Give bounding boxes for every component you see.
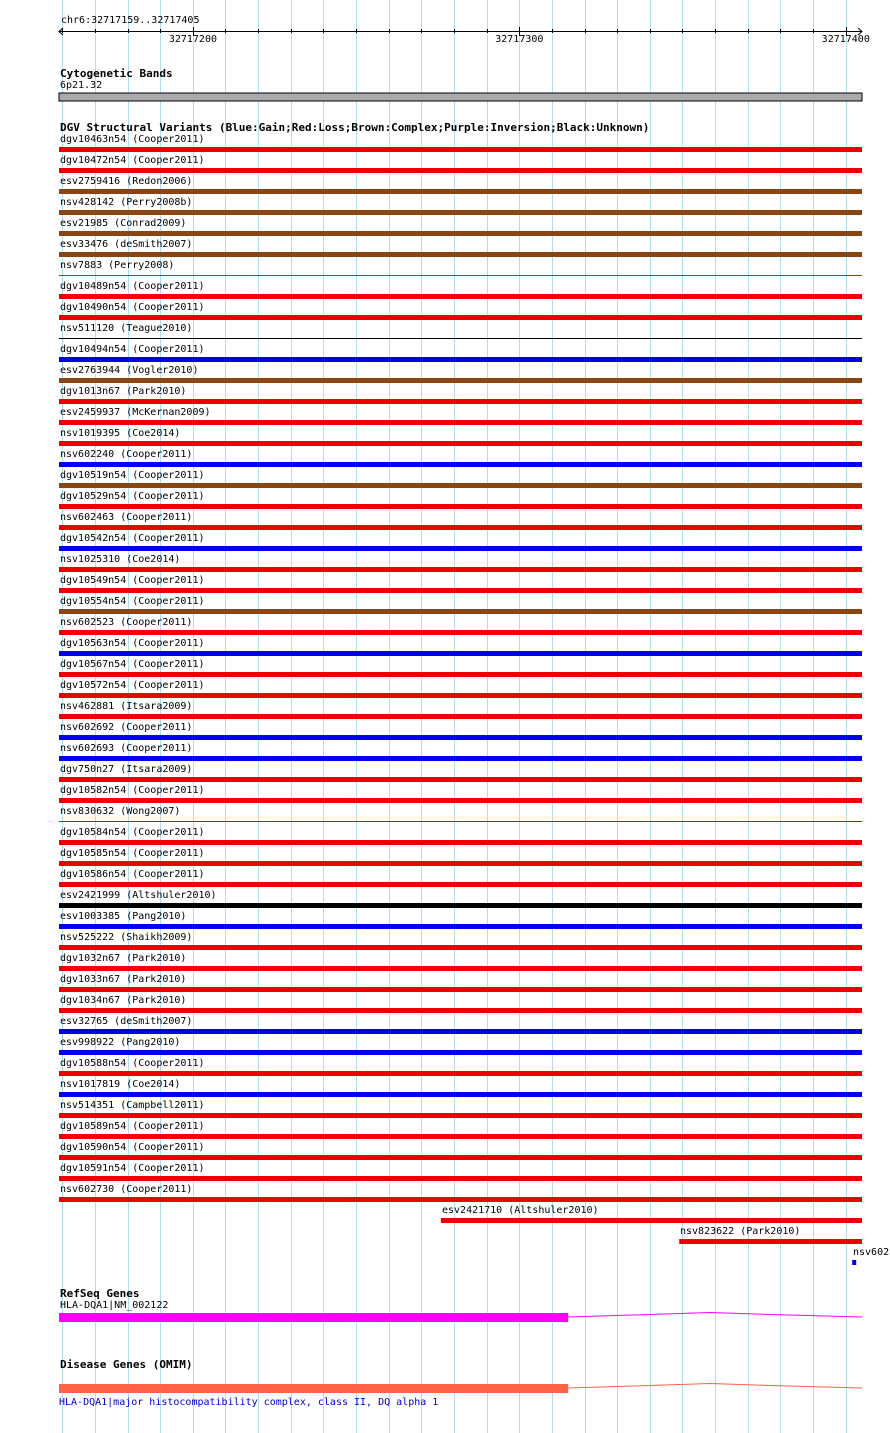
dgv-feature-bar[interactable] (59, 189, 862, 194)
dgv-feature-bar[interactable] (59, 714, 862, 719)
dgv-feature-bar[interactable] (59, 945, 862, 950)
ruler-tick-label: 32717400 (821, 34, 870, 45)
dgv-feature-bar[interactable] (59, 338, 862, 339)
dgv-feature-label[interactable]: esv21985 (Conrad2009) (60, 218, 187, 229)
dgv-feature-label[interactable]: dgv10494n54 (Cooper2011) (60, 344, 205, 355)
dgv-feature-label[interactable]: dgv10529n54 (Cooper2011) (60, 491, 205, 502)
dgv-feature-label[interactable]: dgv10567n54 (Cooper2011) (60, 659, 205, 670)
dgv-feature-label[interactable]: esv32765 (deSmith2007) (60, 1016, 193, 1027)
dgv-feature-label[interactable]: nsv1025310 (Coe2014) (60, 554, 181, 565)
dgv-feature-bar[interactable] (679, 1239, 862, 1244)
dgv-feature-bar[interactable] (59, 821, 862, 822)
dgv-feature-label[interactable]: nsv602523 (Cooper2011) (60, 617, 193, 628)
dgv-feature-bar[interactable] (59, 294, 862, 299)
dgv-feature-label[interactable]: dgv10472n54 (Cooper2011) (60, 155, 205, 166)
dgv-feature-label[interactable]: dgv10585n54 (Cooper2011) (60, 848, 205, 859)
dgv-feature-bar[interactable] (59, 231, 862, 236)
dgv-feature-bar[interactable] (59, 672, 862, 677)
dgv-feature-bar[interactable] (59, 357, 862, 362)
dgv-feature-bar[interactable] (59, 210, 862, 215)
dgv-feature-label[interactable]: dgv10542n54 (Cooper2011) (60, 533, 205, 544)
dgv-feature-label[interactable]: dgv10584n54 (Cooper2011) (60, 827, 205, 838)
dgv-feature-bar[interactable] (59, 693, 862, 698)
dgv-feature-bar[interactable] (59, 275, 862, 276)
cytoband-track-title: Cytogenetic Bands (60, 67, 173, 80)
dgv-feature-bar[interactable] (59, 462, 862, 467)
dgv-feature-bar[interactable] (59, 252, 862, 257)
dgv-feature-label[interactable]: nsv602 (853, 1247, 890, 1258)
dgv-feature-bar[interactable] (59, 483, 862, 488)
dgv-feature-label[interactable]: esv1003385 (Pang2010) (60, 911, 187, 922)
dgv-feature-bar[interactable] (59, 1008, 862, 1013)
dgv-feature-label[interactable]: nsv428142 (Perry2008b) (60, 197, 193, 208)
ruler-region-label: chr6:32717159..32717405 (61, 15, 200, 26)
dgv-feature-bar[interactable] (59, 588, 862, 593)
dgv-feature-label[interactable]: esv2763944 (Vogler2010) (60, 365, 199, 376)
dgv-feature-bar[interactable] (59, 441, 862, 446)
dgv-feature-label[interactable]: dgv10554n54 (Cooper2011) (60, 596, 205, 607)
cytoband-bar[interactable] (59, 93, 862, 101)
dgv-feature-bar[interactable] (59, 420, 862, 425)
dgv-feature-label[interactable]: dgv750n27 (Itsara2009) (60, 764, 193, 775)
dgv-feature-label[interactable]: dgv10582n54 (Cooper2011) (60, 785, 205, 796)
dgv-feature-bar[interactable] (852, 1260, 856, 1265)
dgv-feature-label[interactable]: dgv10463n54 (Cooper2011) (60, 134, 205, 145)
dgv-feature-label[interactable]: dgv10586n54 (Cooper2011) (60, 869, 205, 880)
dgv-feature-label[interactable]: dgv10588n54 (Cooper2011) (60, 1058, 205, 1069)
dgv-feature-label[interactable]: nsv514351 (Campbell2011) (60, 1100, 205, 1111)
dgv-feature-label[interactable]: dgv1013n67 (Park2010) (60, 386, 187, 397)
dgv-feature-bar[interactable] (59, 966, 862, 971)
dgv-feature-bar[interactable] (59, 735, 862, 740)
dgv-feature-bar[interactable] (59, 567, 862, 572)
dgv-feature-bar[interactable] (59, 399, 862, 404)
dgv-feature-label[interactable]: nsv7883 (Perry2008) (60, 260, 175, 271)
dgv-feature-bar[interactable] (59, 1071, 862, 1076)
omim-track-title: Disease Genes (OMIM) (60, 1358, 193, 1371)
dgv-feature-bar[interactable] (59, 987, 862, 992)
ruler-tick-label: 32717300 (495, 34, 544, 45)
dgv-feature-bar[interactable] (59, 1134, 862, 1139)
dgv-feature-label[interactable]: dgv1033n67 (Park2010) (60, 974, 187, 985)
omim-gene-description[interactable]: HLA-DQA1|major histocompatibility complex, class II, DQ alpha 1 (59, 1397, 439, 1408)
dgv-feature-bar[interactable] (59, 861, 862, 866)
dgv-feature-label[interactable]: dgv10591n54 (Cooper2011) (60, 1163, 205, 1174)
dgv-feature-label[interactable]: esv2421710 (Altshuler2010) (442, 1205, 599, 1216)
dgv-feature-bar[interactable] (59, 924, 862, 929)
dgv-feature-bar[interactable] (59, 777, 862, 782)
dgv-feature-label[interactable]: nsv602692 (Cooper2011) (60, 722, 193, 733)
dgv-feature-bar[interactable] (59, 1176, 862, 1181)
dgv-feature-label[interactable]: nsv525222 (Shaikh2009) (60, 932, 193, 943)
dgv-feature-bar[interactable] (59, 1029, 862, 1034)
dgv-feature-bar[interactable] (59, 903, 862, 908)
refseq-gene-label[interactable]: HLA-DQA1|NM_002122 (60, 1300, 169, 1311)
dgv-feature-bar[interactable] (59, 147, 862, 152)
dgv-feature-bar[interactable] (59, 1197, 862, 1202)
dgv-feature-bar[interactable] (59, 840, 862, 845)
dgv-feature-label[interactable]: nsv830632 (Wong2007) (60, 806, 181, 817)
dgv-track-title: DGV Structural Variants (Blue:Gain;Red:Loss;Brown:Complex;Purple:Inversion;Black:Unknown) (60, 121, 650, 134)
dgv-feature-label[interactable]: nsv511120 (Teague2010) (60, 323, 193, 334)
omim-gene-exon[interactable] (59, 1384, 568, 1393)
dgv-feature-label[interactable]: nsv823622 (Park2010) (680, 1226, 801, 1237)
dgv-feature-bar[interactable] (59, 630, 862, 635)
dgv-feature-bar[interactable] (441, 1218, 862, 1223)
dgv-feature-bar[interactable] (59, 1050, 862, 1055)
refseq-track-title: RefSeq Genes (60, 1287, 140, 1300)
dgv-feature-label[interactable]: dgv10549n54 (Cooper2011) (60, 575, 205, 586)
dgv-feature-bar[interactable] (59, 546, 862, 551)
dgv-feature-bar[interactable] (59, 609, 862, 614)
dgv-feature-label[interactable]: nsv1017819 (Coe2014) (60, 1079, 181, 1090)
dgv-feature-bar[interactable] (59, 651, 862, 656)
dgv-feature-label[interactable]: esv2421999 (Altshuler2010) (60, 890, 217, 901)
dgv-feature-label[interactable]: dgv10563n54 (Cooper2011) (60, 638, 205, 649)
dgv-feature-label[interactable]: dgv1034n67 (Park2010) (60, 995, 187, 1006)
dgv-feature-bar[interactable] (59, 798, 862, 803)
dgv-feature-bar[interactable] (59, 378, 862, 383)
dgv-feature-bar[interactable] (59, 1155, 862, 1160)
dgv-feature-bar[interactable] (59, 168, 862, 173)
dgv-feature-bar[interactable] (59, 882, 862, 887)
dgv-feature-label[interactable]: esv2459937 (McKernan2009) (60, 407, 211, 418)
dgv-feature-bar[interactable] (59, 1113, 862, 1118)
dgv-feature-label[interactable]: nsv1019395 (Coe2014) (60, 428, 181, 439)
dgv-feature-label[interactable]: esv2759416 (Redon2006) (60, 176, 193, 187)
dgv-feature-bar[interactable] (59, 1092, 862, 1097)
dgv-feature-label[interactable]: nsv462881 (Itsara2009) (60, 701, 193, 712)
ruler-tick-label: 32717200 (168, 34, 217, 45)
dgv-feature-label[interactable]: esv33476 (deSmith2007) (60, 239, 193, 250)
dgv-feature-label[interactable]: nsv602693 (Cooper2011) (60, 743, 193, 754)
refseq-gene-exon[interactable] (59, 1313, 568, 1322)
dgv-feature-label[interactable]: dgv10519n54 (Cooper2011) (60, 470, 205, 481)
dgv-feature-label[interactable]: nsv602730 (Cooper2011) (60, 1184, 193, 1195)
dgv-feature-label[interactable]: nsv602240 (Cooper2011) (60, 449, 193, 460)
dgv-feature-label[interactable]: dgv10572n54 (Cooper2011) (60, 680, 205, 691)
dgv-feature-label[interactable]: dgv10589n54 (Cooper2011) (60, 1121, 205, 1132)
dgv-feature-label[interactable]: dgv10590n54 (Cooper2011) (60, 1142, 205, 1153)
dgv-feature-bar[interactable] (59, 504, 862, 509)
dgv-feature-label[interactable]: dgv10489n54 (Cooper2011) (60, 281, 205, 292)
dgv-feature-bar[interactable] (59, 315, 862, 320)
cytoband-label[interactable]: 6p21.32 (60, 80, 103, 91)
dgv-feature-bar[interactable] (59, 525, 862, 530)
dgv-feature-label[interactable]: esv998922 (Pang2010) (60, 1037, 181, 1048)
dgv-feature-label[interactable]: dgv1032n67 (Park2010) (60, 953, 187, 964)
dgv-feature-bar[interactable] (59, 756, 862, 761)
dgv-feature-label[interactable]: nsv602463 (Cooper2011) (60, 512, 193, 523)
dgv-feature-label[interactable]: dgv10490n54 (Cooper2011) (60, 302, 205, 313)
